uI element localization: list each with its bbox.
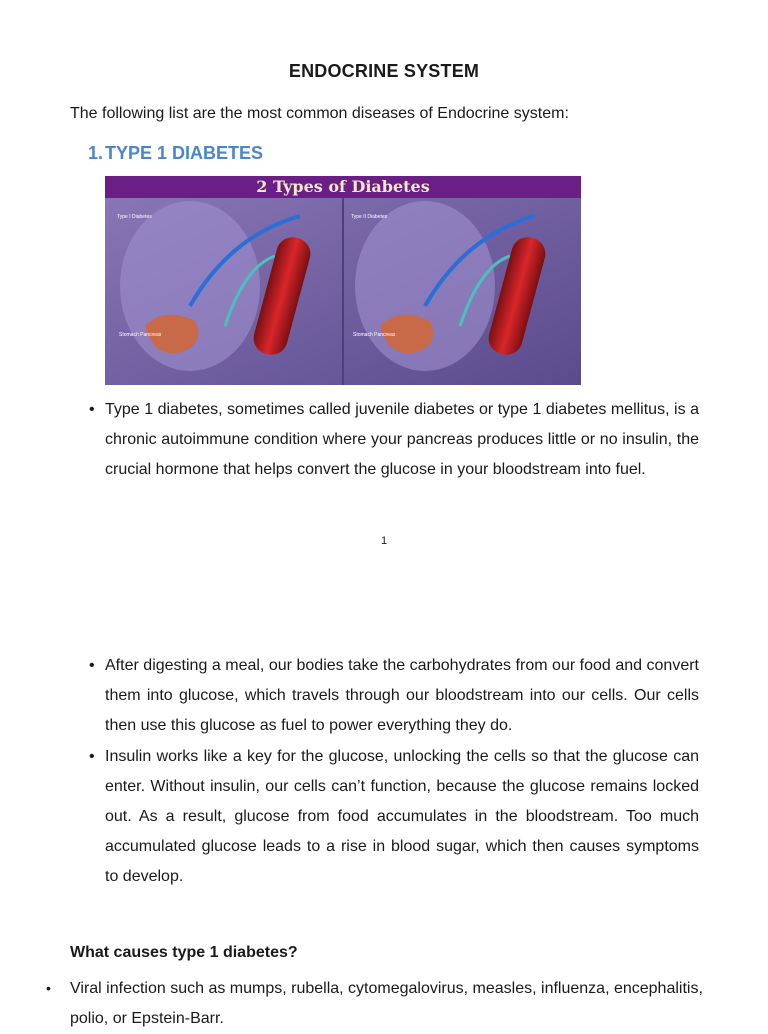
bullet-dot: • xyxy=(46,980,51,996)
diabetes-illustration xyxy=(105,176,581,385)
list-item: • Insulin works like a key for the glucose, unlocking the cells so that the glucose can enter. Without insulin, our cells can’t function, because the glucose remains locked out. As a result, glucose from food accumulates in the bloodstream. Too much accumulated glucose leads to a rise in blood sugar, which then causes symptoms to develop. xyxy=(87,742,699,893)
list-item: • Type 1 diabetes, sometimes called juvenile diabetes or type 1 diabetes mellitus, is a chronic autoimmune condition where your pancreas produces little or no insulin, the crucial hormone that helps convert the glucose in your bloodstream into fuel. xyxy=(87,395,699,486)
intro-text: The following list are the most common diseases of Endocrine system: xyxy=(70,105,569,122)
section-label: TYPE 1 DIABETES xyxy=(105,143,264,163)
bullet-list-a xyxy=(87,395,699,486)
section-number: 1. xyxy=(88,143,104,163)
bullet-dot: • xyxy=(89,401,95,418)
right-stomach-label: Stomach Pancreas xyxy=(353,332,396,338)
figure-banner: 2 Types of Diabetes xyxy=(256,177,430,196)
bullet-dot: • xyxy=(89,657,95,674)
causes-heading: What causes type 1 diabetes? xyxy=(70,944,298,961)
left-stomach-label: Stomach Pancreas xyxy=(119,332,162,338)
right-type-label: Type II Diabetes xyxy=(351,214,388,220)
section-heading-type1 xyxy=(88,143,263,164)
list-item: • After digesting a meal, our bodies take the carbohydrates from our food and convert them into glucose, which travels through our bloodstream into our cells. Our cells then use this glucose as fuel to power everything they do. xyxy=(87,651,699,742)
causes-list xyxy=(46,974,706,1034)
document-title: ENDOCRINE SYSTEM xyxy=(288,61,480,81)
page-number: 1 xyxy=(380,535,388,547)
list-item: • Viral infection such as mumps, rubella, cytomegalovirus, measles, influenza, encephalitis, polio, or Epstein-Barr. xyxy=(46,974,706,1034)
bullet-dot: • xyxy=(89,747,95,765)
left-type-label: Type I Diabetes xyxy=(117,214,152,220)
bullet-list-b xyxy=(87,651,699,893)
